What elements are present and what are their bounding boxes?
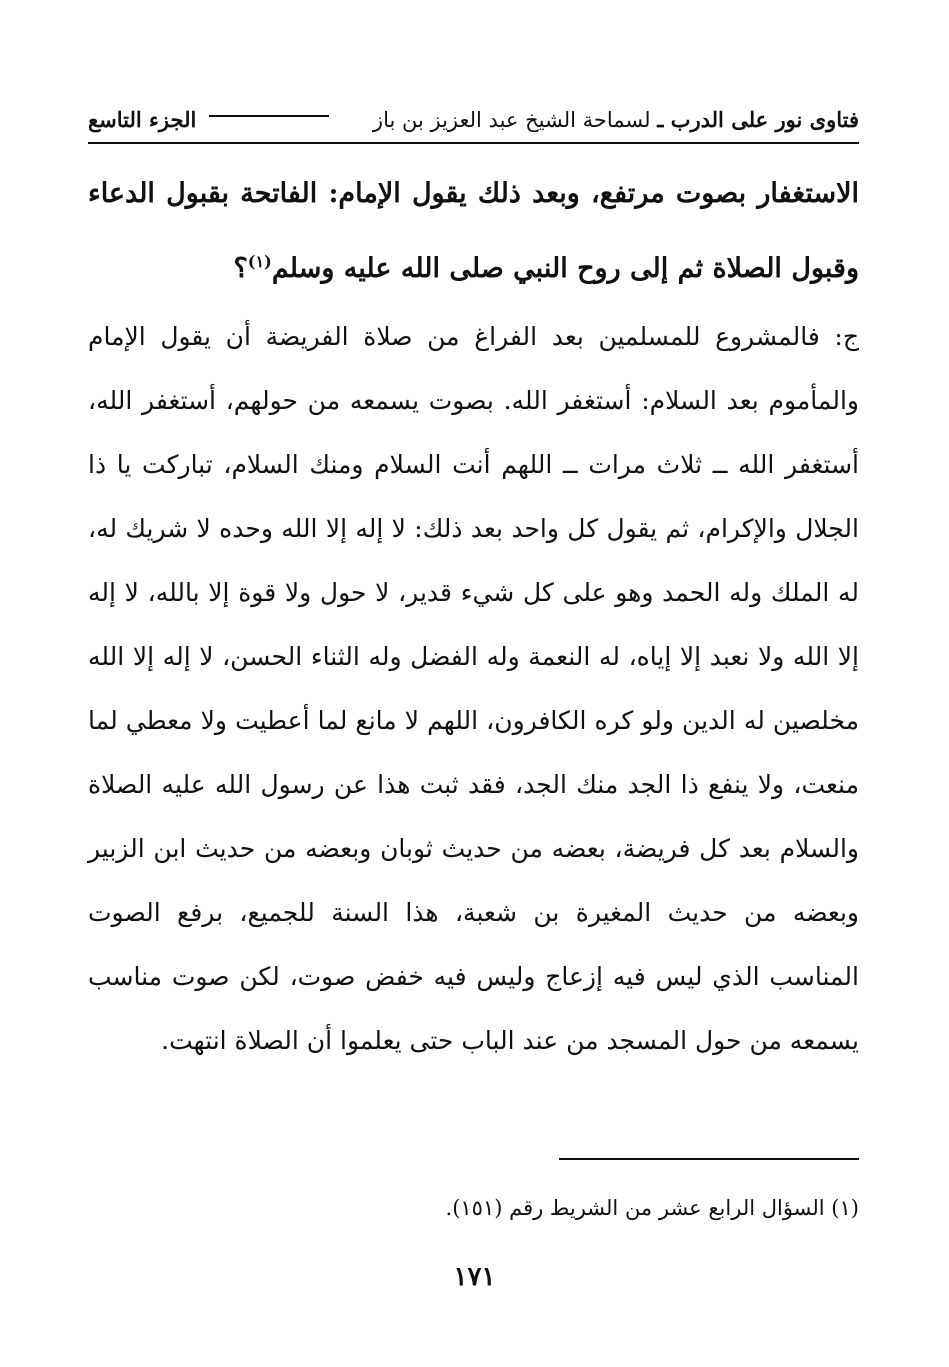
header-dash-divider <box>209 115 329 117</box>
footnote-divider <box>559 1158 859 1160</box>
question-text <box>88 160 859 303</box>
question-body: الاستغفار بصوت مرتفع، وبعد ذلك يقول الإمام: الفاتحة بقبول الدعاء وقبول الصلاة ثم إلى روح النبي صلى الله عليه وسلم <box>88 178 859 284</box>
header-book-title: فتاوى نور على الدرب ـ <box>657 107 859 132</box>
footnote-marker: (١) <box>247 252 272 271</box>
answer-paragraph: ج: فالمشروع للمسلمين بعد الفراغ من صلاة الفريضة أن يقول الإمام والمأموم بعد السلام: أستغفر الله. بصوت يسمعه من حولهم، أستغفر الله، أستغفر الله ــ ثلاث مرات ــ اللهم أنت السلام ومنك السلام، تباركت يا ذا الجلال والإكرام، ثم يقول كل واحد بعد ذلك: لا إله إلا الله وحده لا شريك له، له الملك وله الحمد وهو على كل شيء قدير، لا حول ولا قوة إلا بالله، لا إله إلا الله ولا نعبد إلا إياه، له النعمة وله الفضل وله الثناء الحسن، لا إله إلا الله مخلصين له الدين ولو كره الكافرون، اللهم لا مانع لما أعطيت ولا معطي لما منعت، ولا ينفع ذا الجد منك الجد، فقد ثبت هذا عن رسول الله عليه الصلاة والسلام بعد كل فريضة، بعضه من حديث ثوبان وبعضه من حديث ابن الزبير وبعضه من حديث المغيرة بن شعبة، هذا السنة للجميع، برفع الصوت المناسب الذي ليس فيه إزعاج وليس فيه خفض صوت، لكن صوت مناسب يسمعه من حول المسجد من عند الباب حتى يعلموا أن الصلاة انتهت. <box>88 322 859 1055</box>
footnote: (١) السؤال الرابع عشر من الشريط رقم (١٥١). <box>445 1196 859 1220</box>
header-part: الجزء التاسع <box>88 107 197 132</box>
question-end-mark: ؟ <box>233 253 248 284</box>
header-right-group <box>88 98 335 142</box>
header-author: لسماحة الشيخ عبد العزيز بن باز <box>372 108 651 132</box>
page-number: ١٧١ <box>453 1262 496 1292</box>
answer-text <box>88 305 859 1073</box>
running-header <box>88 98 859 144</box>
header-left-group <box>373 98 859 142</box>
